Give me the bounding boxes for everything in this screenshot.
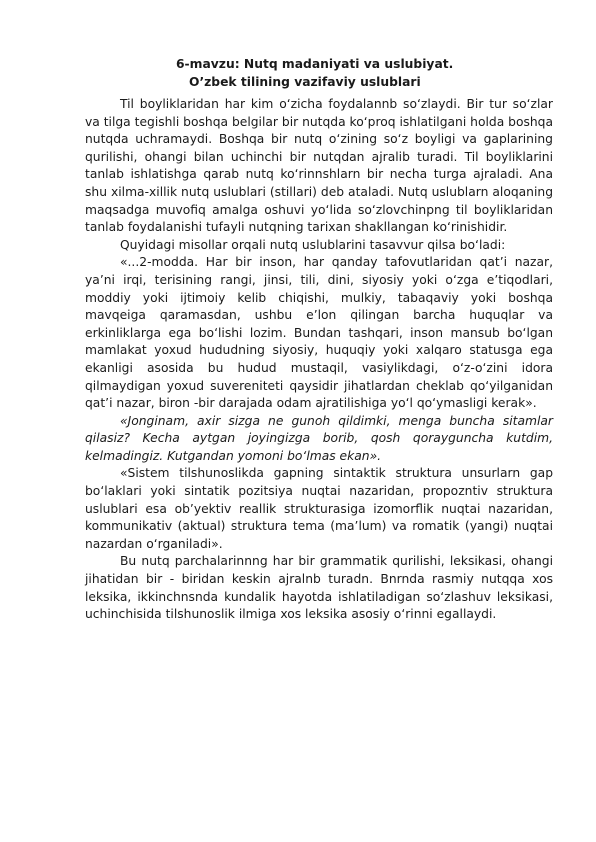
topic-title: 6-mavzu: Nutq madaniyati va uslubiyat. <box>176 57 454 71</box>
paragraph-official-example: «...2-modda. Har bir inson, har qanday tafovutlaridan qat’i nazar, ya’ni irqi, terisining rangi, jinsi, tili, dini, siyosiy yoki o‘zga e’tiqodlari, moddiy yoki ijtimoiy kelib chiqishi, mulkiy, tabaqaviy yoki boshqa mavqeiga qaramasdan, ushbu e’lon qilingan barcha huquqlar va erkinliklarga ega bo‘lishi lozim. Bundan tashqari, inson mansub bo‘lgan mamlakat yoxud hududning siyosiy, huquqiy yoki xalqaro statusga ega ekanligi asosida bu hudud mustaqil, vasiylikdagi, o‘z-o‘zini idora qilmaydigan yoxud suvereniteti qaysidir jihatlardan cheklab qo‘yilganidan qat’i nazar, biron -bir darajada odam ajratilishiga yo‘l qo‘ymasligi kerak». <box>85 255 553 411</box>
paragraph-examples-lead: Quyidagi misollar orqali nutq uslublarini tasavvur qilsa bo‘ladi: <box>120 237 506 252</box>
topic-subtitle: O’zbek tilining vazifaviy uslublari <box>189 75 421 89</box>
paragraph-scientific-example: «Sistem tilshunoslikda gapning sintaktik struktura unsurlarn gap bo‘laklari yoki sintatik pozitsiya nuqtai nazaridan, propozntiv struktura uslublari esa ob’yektiv reallik strukturasiga izomorflik nuqtai nazaridan, kommunikativ (aktual) struktura tema (ma’lum) va romatik (yangi) nuqtai nazardan o‘rganiladi». <box>85 466 553 551</box>
paragraph-conclusion: Bu nutq parchalarinnng har bir grammatik qurilishi, leksikasi, ohangi jihatidan bir - biridan keskin ajralnb turadn. Bnrnda rasmiy nutqqa xos leksika, ikkinchnsnda kundalik hayotda ishlatiladigan so‘zlashuv leksikasi, uchinchisida tilshunoslik ilmiga xos leksika asosiy o‘rinni egallaydi. <box>85 554 553 622</box>
paragraph-intro: Til boyliklaridan har kim o‘zicha foydalannb so‘zlaydi. Bir tur so‘zlar va tilga tegishli boshqa belgilar bir nutqda ko‘proq ishlatilgani holda boshqa nutqda uchramaydi. Boshqa bir nutq o‘zining so‘z boyligi va gaplarining qurilishi, ohangi bilan uchinchi bir nutqdan ajralib turadi. Til boyliklarini tanlab ishlatishga qarab nutq ko‘rinnshlarn bir necha turga ajraladi. Ana shu xilma-xillik nutq uslublari (stillari) deb ataladi. Nutq uslublarn aloqaning maqsadga muvofiq amalga oshuvi yo‘lida so‘zlovchinpng til boyliklaridan tanlab foydalanishi tufayli nutqning tarixan shakllangan ko‘rinishidir. <box>85 97 554 235</box>
body-text <box>85 96 553 624</box>
paragraph-colloquial-example: «Jonginam, axir sizga ne gunoh qildimki, menga buncha sitamlar qilasiz? Kecha aytgan joyingizga borib, qosh qoraygunchа kutdim, kelmadingiz. Kutgandan yomoni bo‘lmas ekan». <box>85 413 553 463</box>
